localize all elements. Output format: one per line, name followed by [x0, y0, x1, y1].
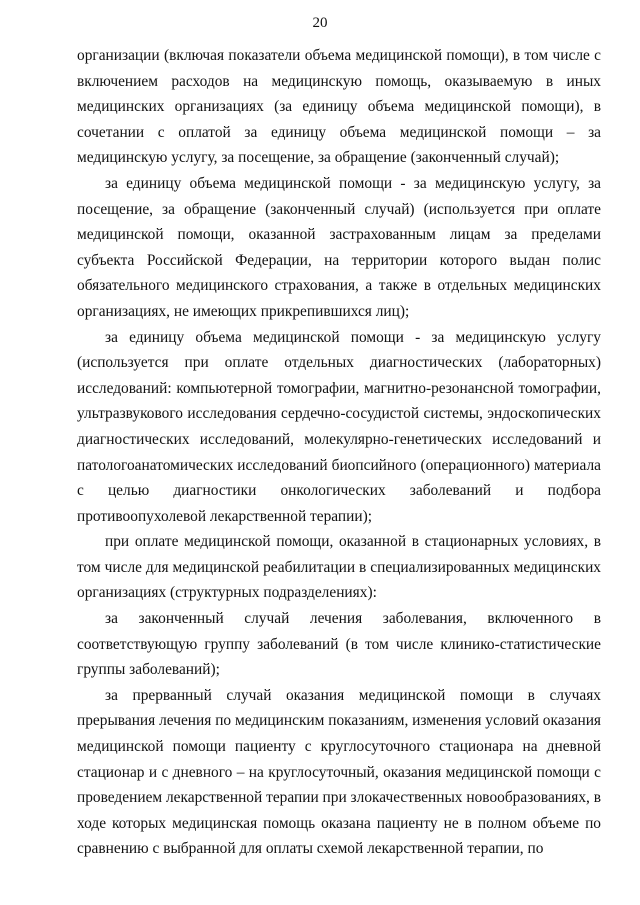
- page-number: 20: [312, 15, 328, 31]
- document-body: [77, 43, 601, 862]
- paragraph-inpatient-payment: при оплате медицинской помощи, оказанной в стационарных условиях, в том числе для медицинской реабилитации в специализированных медицинских организациях (структурных подразделениях):: [77, 533, 601, 602]
- paragraph-completed-case: за законченный случай лечения заболевания, включенного в соответствующую группу заболеваний (в том числе клинико-статистические группы заболеваний);: [77, 610, 601, 679]
- paragraph-unit-volume-services: за единицу объема медицинской помощи - за медицинскую услугу, за посещение, за обращение (законченный случай) (используется при оплате медицинской помощи, оказанной застрахованным лицам за пределами субъекта Российской Федерации, на территории которого выдан полис обязательного медицинского страхования, а также в отдельных медицинских организациях, не имеющих прикрепившихся лиц);: [77, 174, 601, 320]
- paragraph-unit-volume-diagnostics: за единицу объема медицинской помощи - за медицинскую услугу (используется при оплате отдельных диагностических (лабораторных) исследований: компьютерной томографии, магнитно-резонансной томографии, ультразвукового исследования сердечно-сосудистой системы, эндоскопических диагностических исследований, молекулярно-генетических исследований и патологоанатомических исследований биопсийного (операционного) материала с целью диагностики онкологических заболеваний и подбора противоопухолевой лекарственной терапии);: [77, 328, 601, 525]
- paragraph-interrupted-case: за прерванный случай оказания медицинской помощи в случаях прерывания лечения по медицинским показаниям, изменения условий оказания медицинской помощи пациенту с круглосуточного стационара на дневной стационар и с дневного – на круглосуточный, оказания медицинской помощи с проведением лекарственной терапии при злокачественных новообразованиях, в ходе которых медицинская помощь оказана пациенту не в полном объеме по сравнению с выбранной для оплаты схемой лекарственной терапии, по: [77, 686, 602, 858]
- paragraph-continuation: организации (включая показатели объема медицинской помощи), в том числе с включением расходов на медицинскую помощь, оказываемую в иных медицинских организациях (за единицу объема медицинской помощи), в сочетании с оплатой за единицу объема медицинской помощи – за медицинскую услугу, за посещение, за обращение (законченный случай);: [77, 47, 601, 167]
